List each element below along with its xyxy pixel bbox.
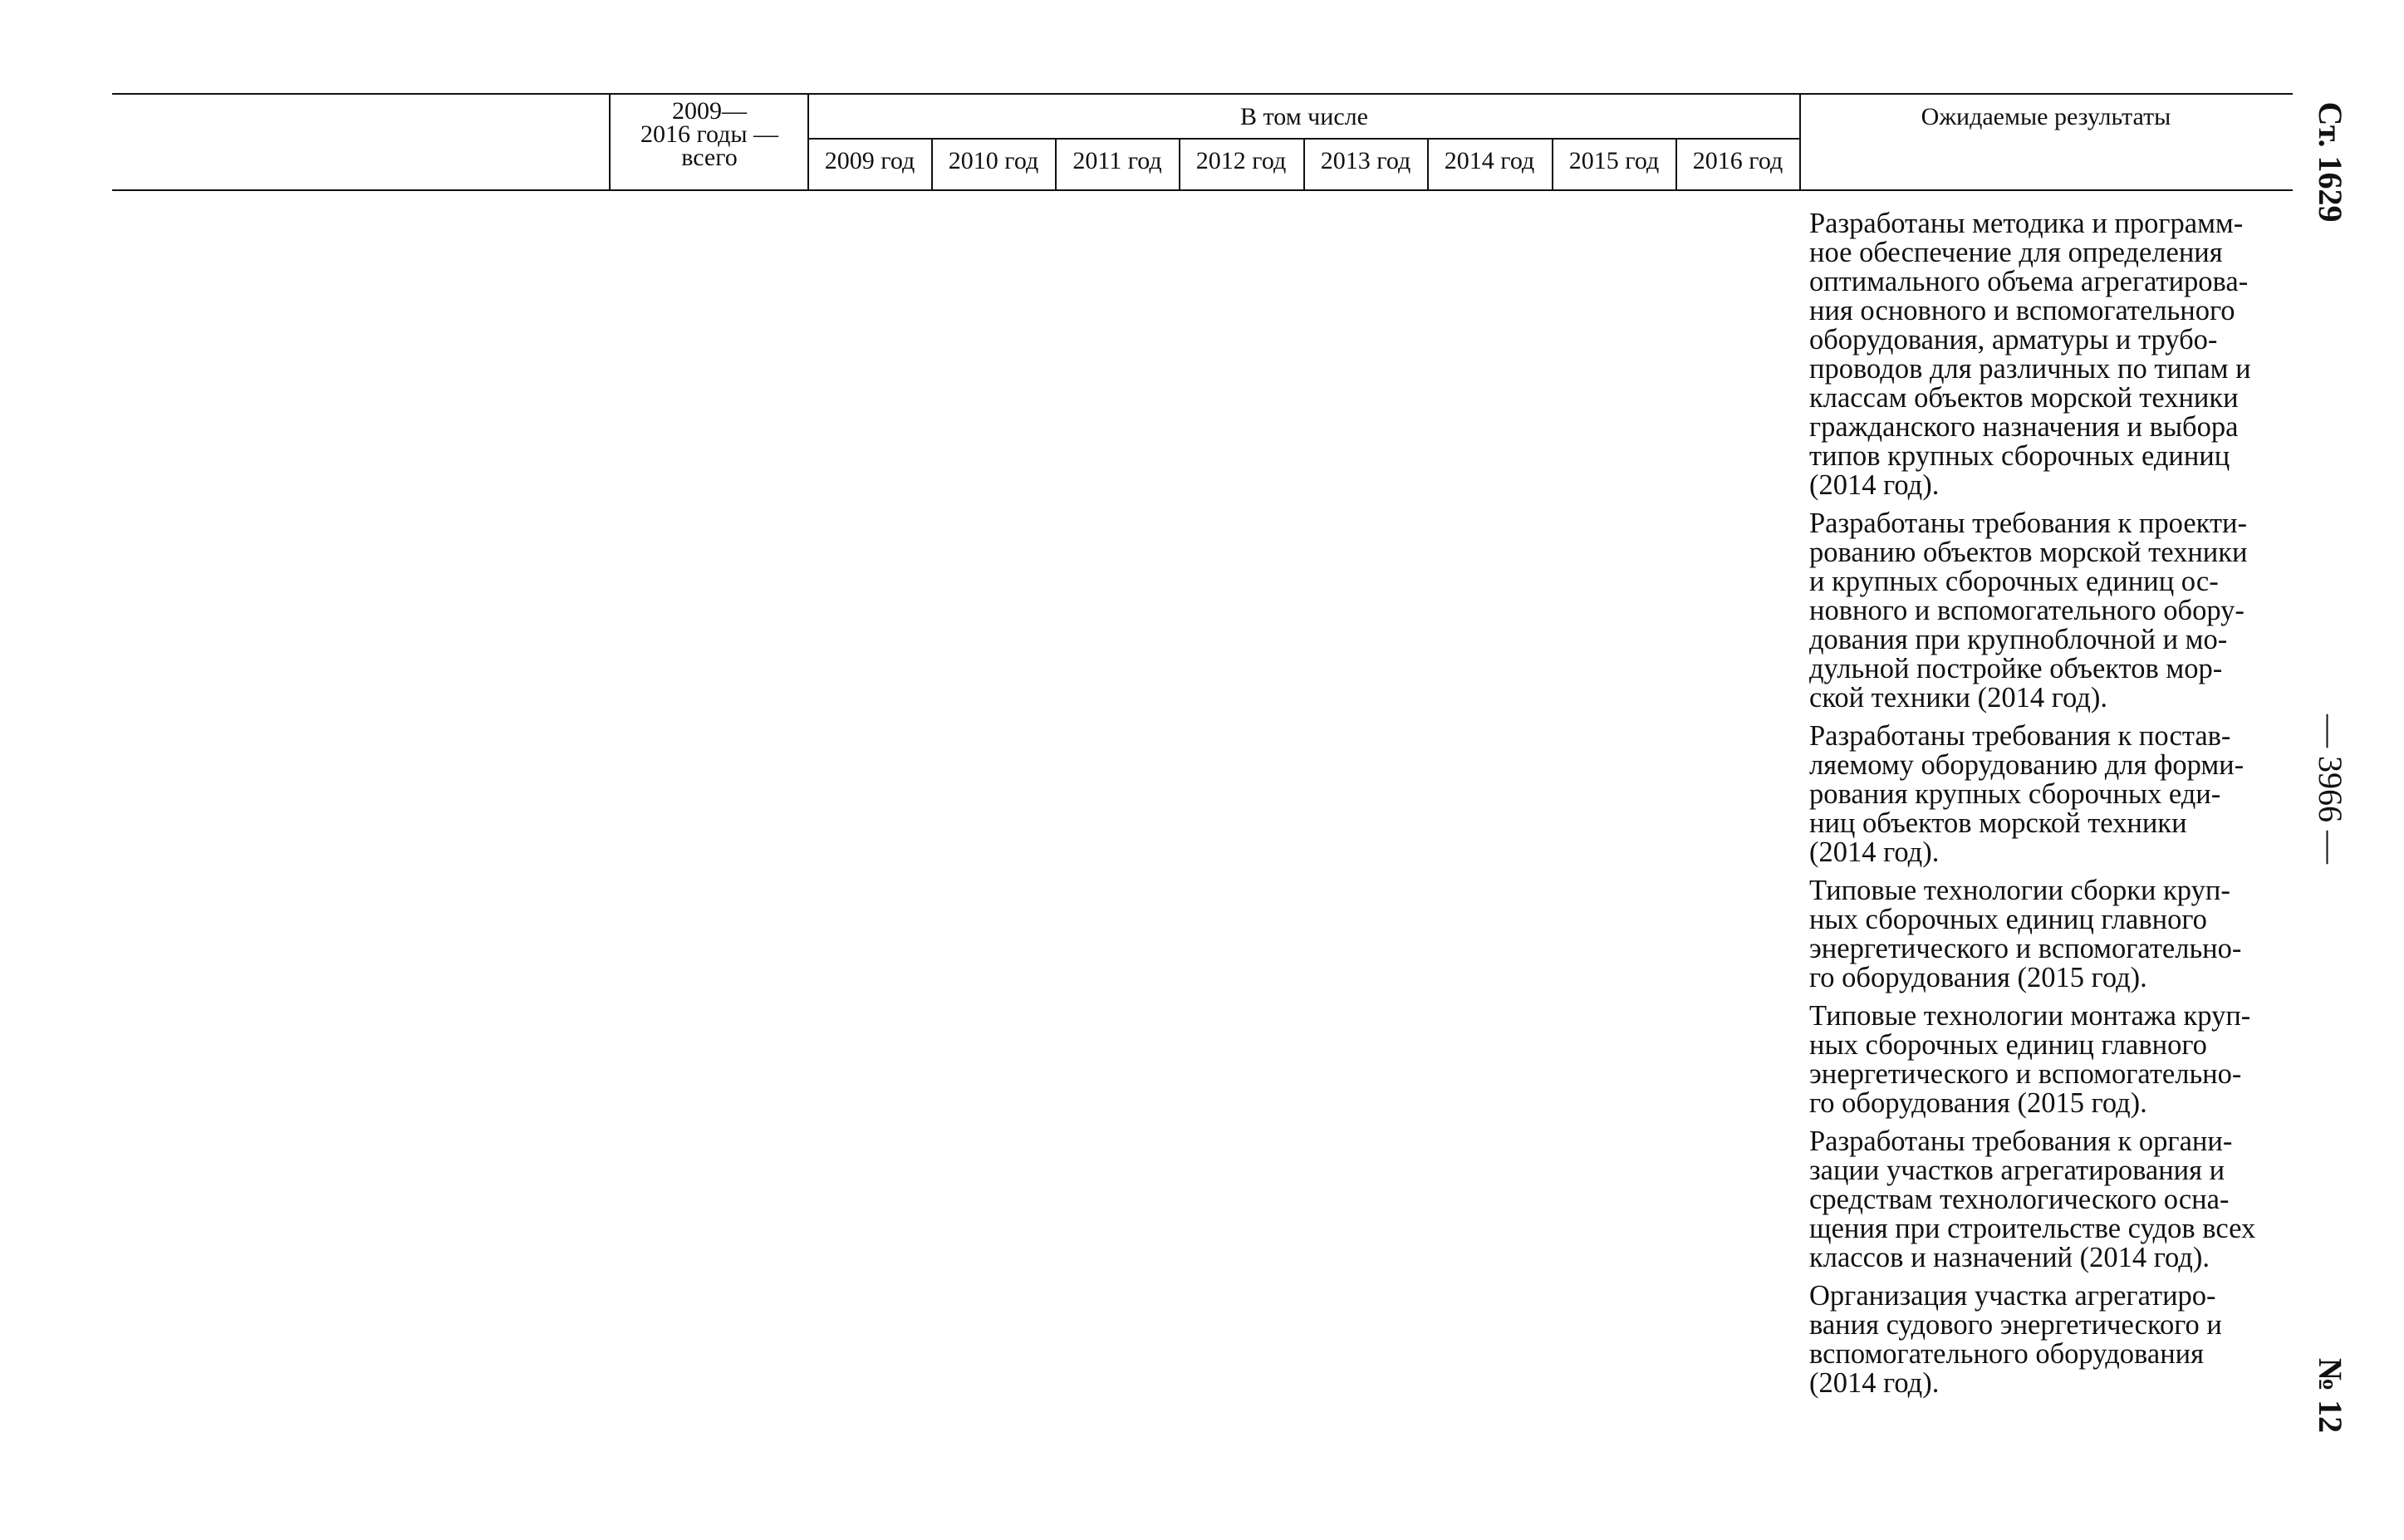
expected-results-list [1809,209,2291,1407]
result-line: и крупных сборочных единиц ос- [1809,566,2219,597]
result-line: ния основного и вспомогательного [1809,295,2235,326]
year-header-2015: 2015 год [1568,147,1660,174]
result-line: дульной постройке объектов мор- [1809,653,2223,684]
result-line: дования при крупноблочной и мо- [1809,624,2228,655]
result-line: ляемому оборудованию для форми- [1809,749,2245,781]
result-line: щения при строительстве судов всех [1809,1213,2256,1244]
year-header-2009: 2009 год [824,147,915,174]
table-header-bottom-rule [112,189,2293,191]
year-header-2016: 2016 год [1692,147,1783,174]
result-line: вспомогательного оборудования [1809,1338,2204,1370]
result-line: Организация участка агрегатиро- [1809,1280,2216,1312]
result-line: классам объектов морской техники [1809,382,2239,414]
result-paragraph [1809,1002,2291,1118]
result-paragraph [1809,509,2291,713]
year-header-2013: 2013 год [1320,147,1411,174]
total-header-line: 2009— [672,97,747,125]
result-line: средствам технологического осна- [1809,1184,2230,1215]
including-header: В том числе [1240,103,1368,130]
result-line: новного и вспомогательного обору- [1809,595,2245,626]
result-line: зации участков агрегатирования и [1809,1155,2225,1186]
result-line: ных сборочных единиц главного [1809,904,2207,935]
total-header-line: 2016 годы — [640,120,779,148]
result-line: Разработаны требования к проекти- [1809,508,2247,539]
result-line: проводов для различных по типам и [1809,353,2251,385]
page-margin [2289,0,2372,1540]
result-line: го оборудования (2015 год). [1809,1087,2147,1119]
result-line: го оборудования (2015 год). [1809,962,2147,993]
page-number: — 3966 — [2312,714,2349,864]
result-line: ных сборочных единиц главного [1809,1029,2207,1061]
result-line: (2014 год). [1809,1367,1940,1399]
result-line: рованию объектов морской техники [1809,537,2248,568]
result-line: ской техники (2014 год). [1809,682,2107,714]
result-line: (2014 год). [1809,469,1940,501]
total-header-line: всего [681,144,738,171]
result-paragraph [1809,209,2291,500]
result-line: Типовые технологии монтажа круп- [1809,1000,2251,1032]
year-header-2011: 2011 год [1072,147,1162,174]
result-paragraph [1809,722,2291,867]
result-line: оптимального объема агрегатирова- [1809,266,2249,297]
result-line: классов и назначений (2014 год). [1809,1242,2210,1273]
result-line: ное обеспечение для определения [1809,237,2223,268]
total-column-header [611,97,808,171]
result-line: типов крупных сборочных единиц [1809,440,2230,472]
result-line: рования крупных сборочных еди- [1809,778,2221,810]
result-line: гражданского назначения и выбора [1809,411,2239,443]
result-paragraph [1809,1282,2291,1398]
result-line: Разработаны требования к постав- [1809,720,2231,752]
result-line: (2014 год). [1809,836,1940,868]
result-line: Разработаны требования к органи- [1809,1126,2233,1157]
result-paragraph [1809,876,2291,993]
result-line: оборудования, арматуры и трубо- [1809,324,2218,356]
table-top-rule [112,93,2293,95]
result-paragraph [1809,1127,2291,1273]
year-header-2012: 2012 год [1195,147,1287,174]
year-header-2010: 2010 год [948,147,1039,174]
result-line: Разработаны методика и программ- [1809,208,2244,239]
result-line: энергетического и вспомогательно- [1809,933,2242,964]
result-line: вания судового энергетического и [1809,1309,2222,1341]
result-line: Типовые технологии сборки круп- [1809,875,2230,906]
results-header: Ожидаемые результаты [1921,103,2171,130]
issue-number: № 12 [2312,1357,2349,1434]
article-number: Ст. 1629 [2312,101,2349,223]
year-header-2014: 2014 год [1444,147,1535,174]
result-line: ниц объектов морской техники [1809,807,2187,839]
result-line: энергетического и вспомогательно- [1809,1058,2242,1090]
